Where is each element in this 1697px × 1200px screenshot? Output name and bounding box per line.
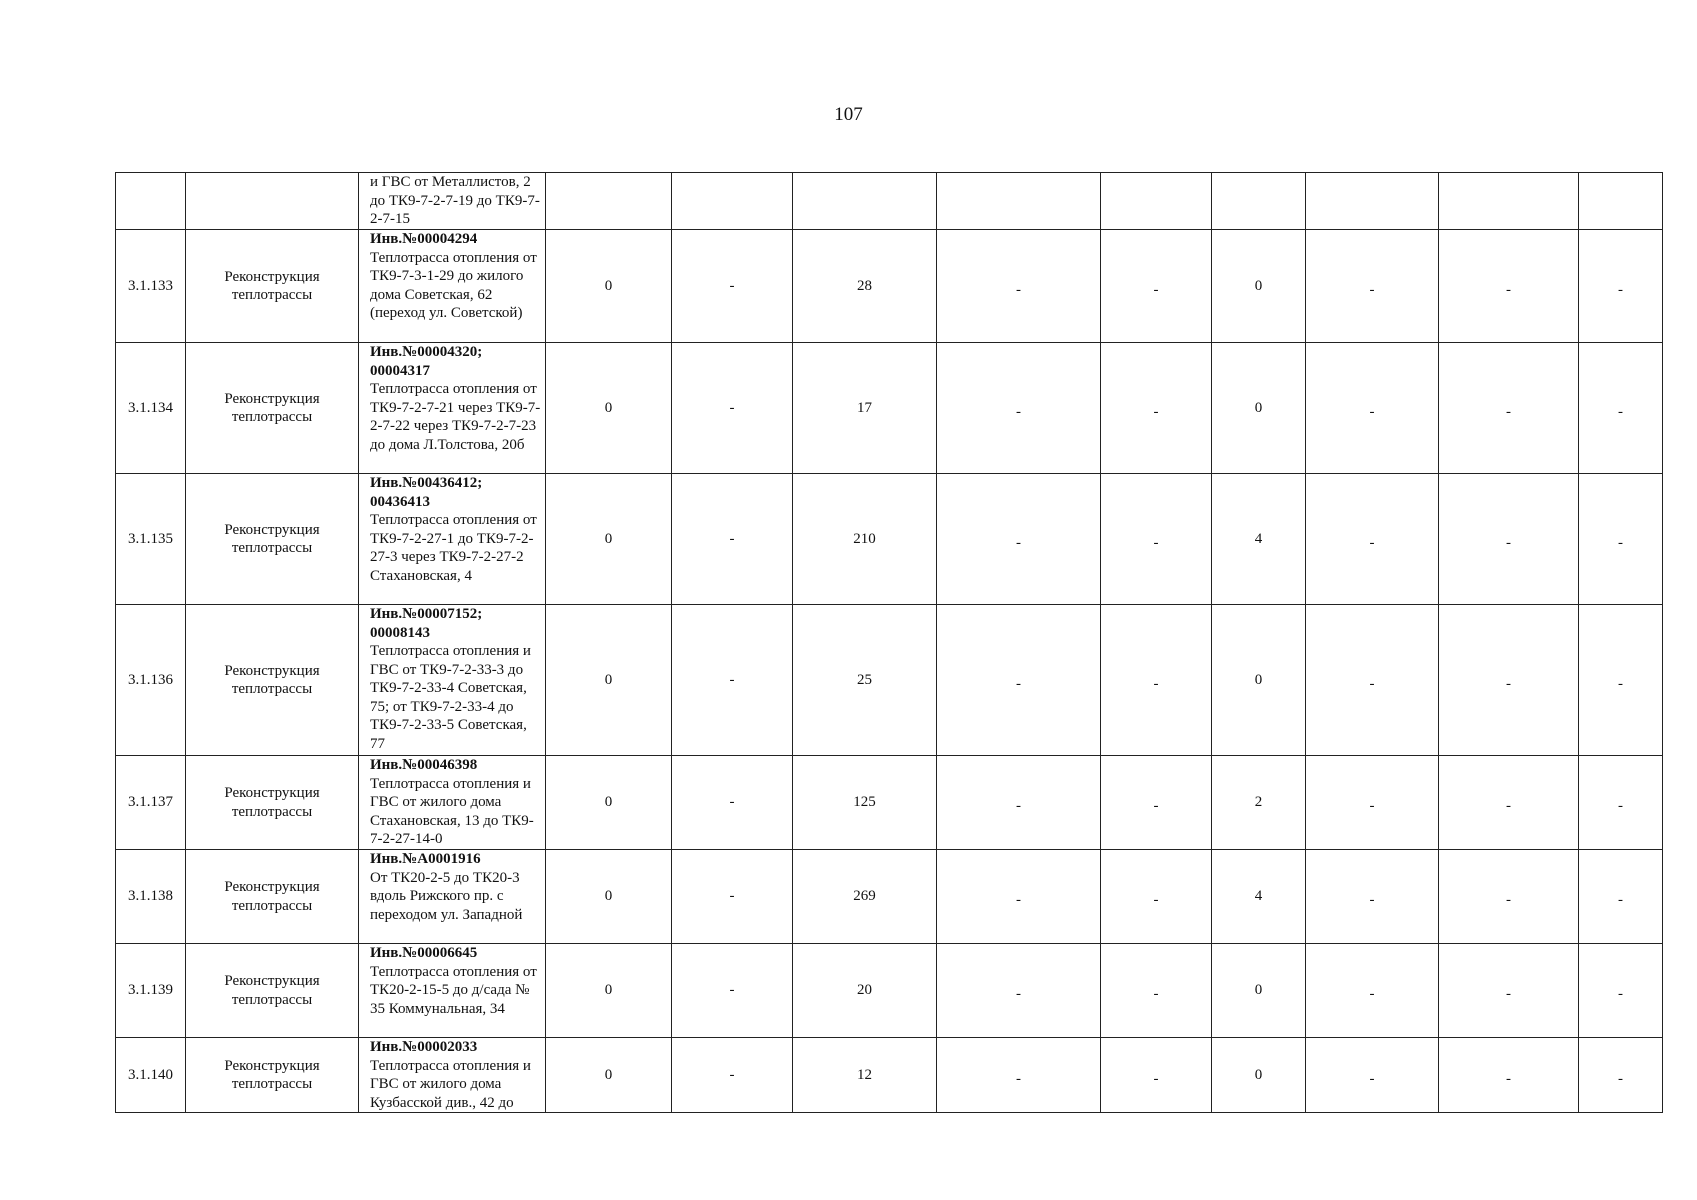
value-cell-c4: - (937, 343, 1101, 474)
value-cell-c1: 0 (546, 474, 672, 605)
value-cell-c7: - (1306, 1038, 1439, 1113)
value-cell-c5: - (1101, 850, 1212, 944)
row-number-cell: 3.1.139 (116, 944, 186, 1038)
object-description-text: Теплотрасса отопления и ГВС от ТК9-7-2-33-3 до ТК9-7-2-33-4 Советская, 75; от ТК9-7-2-33-4 до ТК9-7-2-33-5 Советская, 77 (370, 643, 531, 752)
inventory-number: Инв.№00004294 (370, 231, 478, 247)
value-cell-c4: - (937, 1038, 1101, 1113)
value-cell-c4: - (937, 230, 1101, 343)
value-cell-c7: - (1306, 343, 1439, 474)
value-cell-c8: - (1439, 230, 1579, 343)
inventory-number: Инв.№00046398 (370, 757, 478, 773)
object-description-cell (359, 605, 546, 756)
value-cell-c8: - (1439, 343, 1579, 474)
object-description-text: Теплотрасса отопления от ТК20-2-15-5 до д/сада № 35 Коммунальная, 34 (370, 963, 537, 1017)
value-cell-c8: - (1439, 605, 1579, 756)
value-cell-c9: - (1579, 944, 1663, 1038)
value-cell-c7 (1306, 173, 1439, 230)
value-cell-c3 (793, 173, 937, 230)
value-cell-c9 (1579, 173, 1663, 230)
value-cell-c2: - (672, 1038, 793, 1113)
value-cell-c7: - (1306, 944, 1439, 1038)
value-cell-c1: 0 (546, 1038, 672, 1113)
row-number-cell: 3.1.133 (116, 230, 186, 343)
value-cell-c9: - (1579, 1038, 1663, 1113)
value-cell-c3: 25 (793, 605, 937, 756)
value-cell-c1 (546, 173, 672, 230)
row-number-cell: 3.1.136 (116, 605, 186, 756)
row-number-cell: 3.1.138 (116, 850, 186, 944)
work-type-text: Реконструкция теплотрассы (224, 1057, 320, 1092)
work-type-cell (186, 230, 359, 343)
value-cell-c4: - (937, 944, 1101, 1038)
work-type-cell (186, 474, 359, 605)
object-description-text: и ГВС от Металлистов, 2 до ТК9-7-2-7-19 до ТК9-7-2-7-15 (370, 174, 540, 227)
value-cell-c5 (1101, 173, 1212, 230)
inventory-number: Инв.№00007152; 00008143 (370, 606, 483, 641)
value-cell-c5: - (1101, 343, 1212, 474)
work-type-cell (186, 850, 359, 944)
inventory-number: Инв.№00004320; 00004317 (370, 344, 483, 379)
value-cell-c2: - (672, 474, 793, 605)
value-cell-c5: - (1101, 756, 1212, 850)
value-cell-c7: - (1306, 474, 1439, 605)
object-description-cell (359, 474, 546, 605)
object-description-cell (359, 173, 546, 230)
work-type-cell (186, 173, 359, 230)
table-row (116, 474, 1663, 605)
object-description-text: Теплотрасса отопления и ГВС от жилого дома Кузбасской див., 42 до (370, 1057, 531, 1111)
row-number-cell: 3.1.134 (116, 343, 186, 474)
value-cell-c8: - (1439, 1038, 1579, 1113)
value-cell-c6: 0 (1212, 605, 1306, 756)
value-cell-c2: - (672, 343, 793, 474)
value-cell-c5: - (1101, 230, 1212, 343)
table-row (116, 756, 1663, 850)
value-cell-c6: 4 (1212, 474, 1306, 605)
object-description-cell (359, 1038, 546, 1113)
value-cell-c3: 125 (793, 756, 937, 850)
value-cell-c1: 0 (546, 605, 672, 756)
work-type-cell (186, 944, 359, 1038)
value-cell-c3: 17 (793, 343, 937, 474)
inventory-number: Инв.№00436412; 00436413 (370, 475, 483, 510)
work-type-cell (186, 605, 359, 756)
value-cell-c2: - (672, 756, 793, 850)
value-cell-c8: - (1439, 944, 1579, 1038)
object-description-cell (359, 850, 546, 944)
value-cell-c6: 0 (1212, 343, 1306, 474)
value-cell-c7: - (1306, 850, 1439, 944)
value-cell-c8: - (1439, 474, 1579, 605)
value-cell-c6: 0 (1212, 944, 1306, 1038)
object-description-text: От ТК20-2-5 до ТК20-3 вдоль Рижского пр. с переходом ул. Западной (370, 869, 523, 923)
inventory-number: Инв.№00002033 (370, 1039, 478, 1055)
value-cell-c4: - (937, 474, 1101, 605)
row-number-cell: 3.1.135 (116, 474, 186, 605)
reconstruction-table (115, 172, 1663, 1113)
value-cell-c5: - (1101, 944, 1212, 1038)
value-cell-c9: - (1579, 850, 1663, 944)
object-description-cell (359, 944, 546, 1038)
table-row (116, 850, 1663, 944)
row-number-cell: 3.1.137 (116, 756, 186, 850)
value-cell-c9: - (1579, 756, 1663, 850)
page-number: 107 (834, 104, 863, 125)
value-cell-c1: 0 (546, 343, 672, 474)
value-cell-c1: 0 (546, 850, 672, 944)
value-cell-c6: 4 (1212, 850, 1306, 944)
value-cell-c1: 0 (546, 230, 672, 343)
object-description-cell (359, 756, 546, 850)
work-type-text: Реконструкция теплотрассы (224, 785, 320, 820)
value-cell-c2: - (672, 230, 793, 343)
value-cell-c4: - (937, 756, 1101, 850)
work-type-text: Реконструкция теплотрассы (224, 268, 320, 303)
object-description-text: Теплотрасса отопления от ТК9-7-2-27-1 до ТК9-7-2-27-3 через ТК9-7-2-27-2 Стахановская, 4 (370, 512, 537, 584)
work-type-text: Реконструкция теплотрассы (224, 973, 320, 1008)
value-cell-c3: 28 (793, 230, 937, 343)
table-row (116, 605, 1663, 756)
value-cell-c6 (1212, 173, 1306, 230)
value-cell-c5: - (1101, 605, 1212, 756)
value-cell-c3: 210 (793, 474, 937, 605)
object-description-text: Теплотрасса отопления от ТК9-7-3-1-29 до жилого дома Советская, 62 (переход ул. Советской) (370, 249, 537, 321)
value-cell-c2: - (672, 605, 793, 756)
value-cell-c2: - (672, 850, 793, 944)
table-row (116, 230, 1663, 343)
value-cell-c5: - (1101, 474, 1212, 605)
value-cell-c4 (937, 173, 1101, 230)
work-type-cell (186, 1038, 359, 1113)
value-cell-c4: - (937, 605, 1101, 756)
value-cell-c7: - (1306, 230, 1439, 343)
value-cell-c4: - (937, 850, 1101, 944)
object-description-text: Теплотрасса отопления от ТК9-7-2-7-21 через ТК9-7-2-7-22 через ТК9-7-2-7-23 до дома Л.Толстова, 20б (370, 381, 541, 453)
value-cell-c8: - (1439, 850, 1579, 944)
work-type-text: Реконструкция теплотрассы (224, 662, 320, 697)
value-cell-c8 (1439, 173, 1579, 230)
row-number-cell (116, 173, 186, 230)
value-cell-c9: - (1579, 230, 1663, 343)
object-description-cell (359, 230, 546, 343)
object-description-cell (359, 343, 546, 474)
value-cell-c9: - (1579, 474, 1663, 605)
value-cell-c9: - (1579, 343, 1663, 474)
value-cell-c2: - (672, 944, 793, 1038)
work-type-text: Реконструкция теплотрассы (224, 879, 320, 914)
row-number-cell: 3.1.140 (116, 1038, 186, 1113)
work-type-text: Реконструкция теплотрассы (224, 521, 320, 556)
value-cell-c9: - (1579, 605, 1663, 756)
table-row (116, 343, 1663, 474)
value-cell-c6: 0 (1212, 230, 1306, 343)
value-cell-c8: - (1439, 756, 1579, 850)
work-type-cell (186, 756, 359, 850)
inventory-number: Инв.№А0001916 (370, 851, 481, 867)
value-cell-c2 (672, 173, 793, 230)
value-cell-c3: 12 (793, 1038, 937, 1113)
work-type-cell (186, 343, 359, 474)
table-row (116, 944, 1663, 1038)
value-cell-c1: 0 (546, 756, 672, 850)
object-description-text: Теплотрасса отопления и ГВС от жилого дома Стахановская, 13 до ТК9-7-2-27-14-0 (370, 775, 534, 847)
work-type-text: Реконструкция теплотрассы (224, 390, 320, 425)
value-cell-c1: 0 (546, 944, 672, 1038)
value-cell-c6: 0 (1212, 1038, 1306, 1113)
value-cell-c6: 2 (1212, 756, 1306, 850)
value-cell-c7: - (1306, 605, 1439, 756)
table-row (116, 173, 1663, 230)
value-cell-c7: - (1306, 756, 1439, 850)
table-row (116, 1038, 1663, 1113)
inventory-number: Инв.№00006645 (370, 945, 478, 961)
value-cell-c3: 20 (793, 944, 937, 1038)
value-cell-c5: - (1101, 1038, 1212, 1113)
value-cell-c3: 269 (793, 850, 937, 944)
